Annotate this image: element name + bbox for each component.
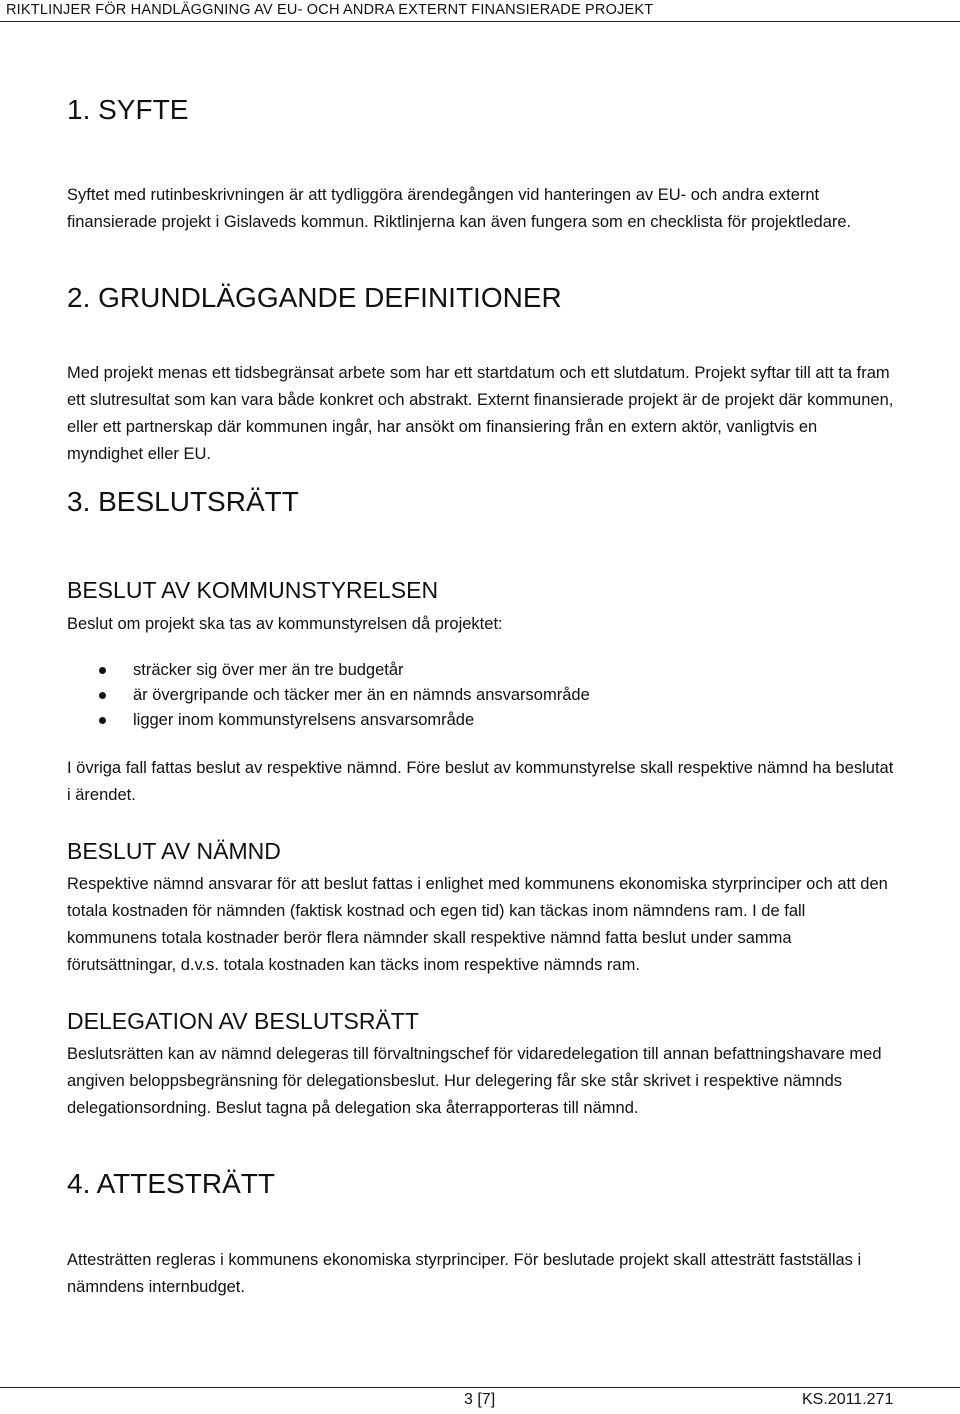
section-heading-attestratt: 4. ATTESTRÄTT [67, 1168, 275, 1199]
subheading-delegation: DELEGATION AV BESLUTSRÄTT [67, 1008, 419, 1034]
section-heading-syfte: 1. SYFTE [67, 94, 189, 125]
bullet-icon [99, 717, 106, 724]
kommunstyrelsen-outro: I övriga fall fattas beslut av respektive nämnd. Före beslut av kommunstyrelse skall respektive nämnd ha beslutat i ärendet. [67, 759, 894, 804]
namnd-paragraph: Respektive nämnd ansvarar för att beslut fattas i enlighet med kommunens ekonomiska styrprinciper och att den totala kostnaden för nämnden (faktisk kostnad och egen tid) kan täckas inom nämndens ram. I de fall kommunens totala kostnader berör flera nämnder skall respektive nämnd fatta beslut under samma förutsättningar, d.v.s. totala kostnaden kan täcks inom respektive nämnds ram. [67, 875, 888, 974]
list-item [67, 658, 897, 683]
running-header [0, 0, 960, 22]
page-number: 3 [7] [464, 1391, 496, 1408]
list-item-text: ligger inom kommunstyrelsens ansvarsområde [133, 711, 475, 729]
subheading-kommunstyrelsen: BESLUT AV KOMMUNSTYRELSEN [67, 577, 439, 603]
footer-divider [0, 1387, 960, 1388]
list-item-text: är övergripande och täcker mer än en nämnds ansvarsområde [133, 686, 590, 704]
kommunstyrelsen-bullet-list [67, 658, 897, 733]
syfte-paragraph: Syftet med rutinbeskrivningen är att tydliggöra ärendegången vid hanteringen av EU- och andra externt finansierade projekt i Gislaveds kommun. Riktlinjerna kan även fungera som en checklista för projektledare. [67, 186, 852, 231]
document-reference: KS.2011.271 [802, 1391, 894, 1408]
subheading-namnd: BESLUT AV NÄMND [67, 838, 281, 864]
list-item-text: sträcker sig över mer än tre budgetår [133, 661, 404, 679]
bullet-icon [99, 692, 106, 699]
attestratt-paragraph: Attesträtten regleras i kommunens ekonomiska styrprinciper. För beslutade projekt skall attesträtt fastställas i nämndens internbudget. [67, 1251, 862, 1296]
definitioner-paragraph: Med projekt menas ett tidsbegränsat arbete som har ett startdatum och ett slutdatum. Projekt syftar till att ta fram ett slutresultat som kan vara både konkret och abstrakt. Externt finansierade projekt är de projekt där kommunen, eller ett partnerskap där kommunen ingår, har ansökt om finansiering från en extern aktör, vanligtvis en myndighet eller EU. [67, 364, 894, 463]
list-item [67, 683, 897, 708]
bullet-icon [99, 667, 106, 674]
delegation-paragraph: Beslutsrätten kan av nämnd delegeras till förvaltningschef för vidaredelegation till annan befattningshavare med angiven beloppsbegränsning för delegationsbeslut. Hur delegering får ske står skrivet i respektive nämnds delegationsordning. Beslut tagna på delegation ska återrapporteras till nämnd. [67, 1045, 882, 1117]
section-heading-definitioner: 2. GRUNDLÄGGANDE DEFINITIONER [67, 282, 562, 313]
list-item [67, 708, 897, 733]
running-header-title: RIKTLINJER FÖR HANDLÄGGNING AV EU- OCH ANDRA EXTERNT FINANSIERADE PROJEKT [6, 2, 654, 18]
section-heading-beslutsratt: 3. BESLUTSRÄTT [67, 486, 299, 517]
kommunstyrelsen-intro: Beslut om projekt ska tas av kommunstyrelsen då projektet: [67, 615, 503, 633]
